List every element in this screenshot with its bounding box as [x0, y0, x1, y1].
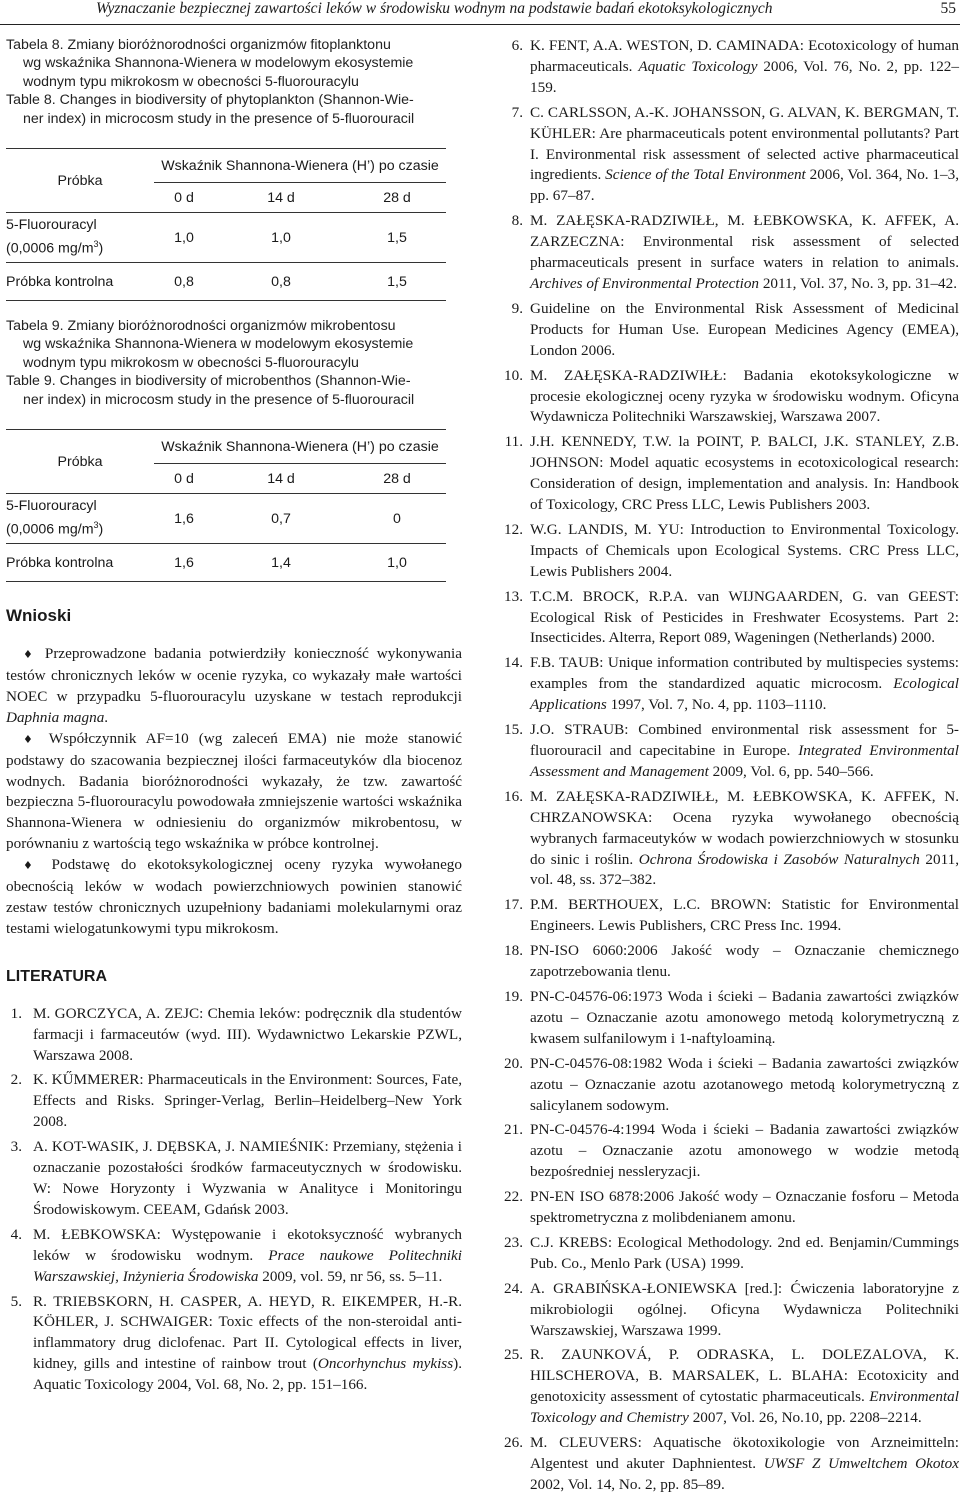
- reference-number: 5.: [10, 1292, 22, 1310]
- table9-row1-sup: 3: [93, 520, 99, 531]
- reference-number: 9.: [511, 299, 523, 317]
- page-number: 55: [940, 0, 956, 17]
- reference-item: [6, 1004, 462, 1067]
- conclusions-p2: [6, 729, 462, 855]
- reference-item: [497, 1279, 959, 1342]
- reference-text: C. CARLSSON, A.-K. JOHANSSON, G. ALVAN, K. BERGMAN, T. KÜHLER: Are pharmaceuticals potent environmental pollutants? Part I. Environmental risk assessment of selected active pharmaceutical ingredients.: [530, 103, 959, 184]
- reference-italic: Ochrona Środowiska i Zasobów Naturalnych: [638, 850, 920, 868]
- reference-text: F.B. TAUB: Unique information contributed by multispecies systems: examples from the standardized aquatic microcosm.: [530, 654, 959, 693]
- reference-number: 26.: [504, 1434, 523, 1452]
- reference-text: A. KOT-WASIK, J. DĘBSKA, J. NAMIEŚNIK: Przemiany, stężenia i oznaczanie pozostałości środków farmaceutycznych w środowisku. W: Nowe Horyzonty i Wyzwania w Analityce i Monitoringu Środowiskowym. CEEAM, Gdańsk 2003.: [33, 1138, 462, 1218]
- table9-caption: [6, 317, 462, 409]
- reference-italic: Ecological Applications: [530, 675, 959, 714]
- reference-item: [6, 1292, 462, 1397]
- table9-row1-v0: 1,6: [154, 494, 214, 544]
- reference-item: [497, 1345, 959, 1429]
- reference-text-end: 2011, vol. 48, ss. 372–382.: [530, 850, 960, 889]
- table9-caption-pl-2: wg wskaźnika Shannona-Wienera w modelowym ekosystemie: [23, 336, 414, 353]
- reference-text: A. GRABIŃSKA-ŁONIEWSKA [red.]: Ćwiczenia laboratoryjne z mikrobiologii ogólnej. Oficyna Wydawnicza Politechniki Warszawskiej, Warszawa 1999.: [530, 1279, 959, 1339]
- reference-item: [497, 1433, 959, 1496]
- table8-row1-label-close: ): [98, 240, 104, 257]
- table9-row1-label-line2: (0,0006 mg/m: [6, 521, 94, 538]
- reference-italic: Aquatic Toxicology: [638, 57, 758, 75]
- right-column: [497, 36, 959, 1500]
- reference-text-end: 2007, Vol. 26, No.10, pp. 2208–2214.: [688, 1409, 922, 1427]
- table9-row2-v0: 1,6: [154, 544, 214, 582]
- reference-number: 12.: [504, 520, 523, 538]
- reference-number: 20.: [504, 1054, 523, 1072]
- table9-row2-v28: 1,0: [348, 544, 446, 582]
- diamond-bullet-icon: ♦: [23, 648, 37, 662]
- reference-text-end: 2006, Vol. 76, No. 2, pp. 122–159.: [530, 57, 959, 96]
- reference-item: [497, 1233, 959, 1275]
- left-column: [6, 36, 462, 1400]
- diamond-bullet-icon: ♦: [23, 859, 41, 873]
- reference-text: PN-EN ISO 6878:2006 Jakość wody – Oznaczanie fosforu – Metoda spektrometryczna z molibdenianem amonu.: [530, 1188, 959, 1227]
- table8-col-head: Próbka: [6, 149, 154, 213]
- conclusions-p1-text: Przeprowadzone badania potwierdziły konieczność wykonywania testów chronicznych leków w ocenie ryzyka, co wykazały małe wartości NOEC w przypadku 5-fluorouracylu uzyskane w testach reprodukcji: [6, 645, 462, 705]
- reference-text: R. ZAUNKOVÁ, P. ODRASKA, L. DOLEZALOVA, K. HILSCHEROVA, B. MARSALEK, L. BLAHA: Ecotoxicity and genotoxicity assessment of cytostatic pharmaceuticals.: [530, 1346, 959, 1406]
- table9-row2-v14: 1,4: [214, 544, 348, 582]
- reference-number: 22.: [504, 1188, 523, 1206]
- table9-time-14: 14 d: [267, 470, 295, 487]
- table9-index-head: Wskaźnik Shannona-Wienera (H’) po czasie: [154, 430, 446, 464]
- reference-text: K. KŰMMERER: Pharmaceuticals in the Environment: Sources, Fate, Effects and Risks. Springer-Verlag, Berlin–Heidelberg–New York 2008.: [33, 1071, 462, 1131]
- reference-italic: Oncorhynchus mykiss: [317, 1355, 454, 1373]
- table9-row1-label-line1: 5-Fluorouracyl: [6, 498, 97, 515]
- reference-text-end: 2011, Vol. 37, No. 3, pp. 31–42.: [759, 274, 958, 292]
- table8-caption-en-1: Table 8. Changes in biodiversity of phytoplankton (Shannon-Wie-: [6, 92, 414, 109]
- reference-text: C.J. KREBS: Ecological Methodology. 2nd ed. Benjamin/Cummings Pub. Co., Menlo Park (USA) 1999.: [530, 1233, 959, 1272]
- table8-row1-label-line2: (0,0006 mg/m: [6, 240, 94, 257]
- reference-item: [6, 1225, 462, 1288]
- reference-italic: Integrated Environmental Assessment and Management: [530, 742, 959, 780]
- header-rule: [0, 24, 960, 25]
- table8-row2-v28: 1,5: [348, 263, 446, 301]
- reference-italic: UWSF Z Umweltchem Okotox: [763, 1455, 959, 1472]
- references-right: [497, 36, 959, 1496]
- table8-caption-en-2: ner index) in microcosm study in the presence of 5-fluorouracil: [23, 110, 415, 127]
- table8-time-28: 28 d: [383, 189, 411, 206]
- table9-time-0: 0 d: [174, 470, 194, 487]
- reference-text: M. GORCZYCA, A. ZEJC: Chemia leków: podręcznik dla studentów farmacji i farmaceutów (wyd. III). Wydawnictwo Lekarskie PZWL, Warszawa 2008.: [33, 1004, 462, 1064]
- table8-caption-pl-1: Tabela 8. Zmiany bioróżnorodności organizmów fitoplanktonu: [6, 37, 391, 53]
- reference-text: M. CLEUVERS: Aquatische ökotoxikologie von Arzneimitteln: Algentest und akuter Daphnientest.: [530, 1434, 959, 1472]
- table9-caption-pl-1: Tabela 9. Zmiany bioróżnorodności organizmów mikrobentosu: [6, 318, 396, 335]
- table8-row1-v28: 1,5: [348, 213, 446, 263]
- table8-row1-sup: 3: [93, 239, 99, 250]
- reference-number: 10.: [504, 366, 523, 384]
- table9-caption-en-1: Table 9. Changes in biodiversity of microbenthos (Shannon-Wie-: [6, 373, 411, 390]
- reference-item: [497, 1120, 959, 1183]
- reference-italic: Prace naukowe Politechniki Warszawskiej, Inżynieria Środowiska: [33, 1246, 462, 1285]
- reference-text: M. ŁEBKOWSKA: Występowanie i ekotoksyczność wybranych leków w środowisku wodnym.: [33, 1225, 462, 1264]
- diamond-bullet-icon: ♦: [23, 732, 40, 746]
- reference-text: M. ZAŁĘSKA-RADZIWIŁŁ, M. ŁEBKOWSKA, K. AFFEK, N. CHRZANOWSKA: Ocena ryzyka wywołanego obecnością wybranych farmaceutyków w wodach powierzchniowych w stosunku do sinic i roślin.: [530, 787, 959, 868]
- table9-time-28: 28 d: [383, 470, 411, 487]
- reference-number: 1.: [10, 1004, 22, 1022]
- conclusions-p3-text: Podstawę do ekotoksykologicznej oceny ryzyka wywołanego obecnością leków w wodach powierzchniowych powinien stanowić zestaw testów chronicznych uzupełniony badaniami molekularnymi oraz testami wielogatunkowymi typu mikrokosm.: [6, 856, 462, 937]
- reference-text-end: 1997, Vol. 7, No. 4, pp. 1103–1110.: [606, 696, 827, 714]
- reference-italic: Environmental Toxicology and Chemistry: [530, 1388, 959, 1427]
- table9-row2-label: Próbka kontrolna: [6, 544, 154, 582]
- reference-text: PN-ISO 6060:2006 Jakość wody – Oznaczanie chemicznego zapotrzebowania tlenu.: [530, 942, 959, 981]
- conclusions-p3: [6, 855, 462, 940]
- reference-item: [497, 987, 959, 1050]
- reference-item: [497, 1187, 959, 1229]
- literature-heading: LITERATURA: [6, 967, 108, 985]
- reference-text-end: ). Aquatic Toxicology 2004, Vol. 68, No. 2, pp. 151–166.: [33, 1355, 462, 1394]
- table8-row2-v14: 0,8: [214, 263, 348, 301]
- table8-index-head: Wskaźnik Shannona-Wienera (H’) po czasie: [154, 149, 446, 183]
- table9-row1-label: [6, 494, 154, 544]
- reference-item: [497, 720, 959, 783]
- reference-text: R. TRIEBSKORN, H. CASPER, A. HEYD, R. EIKEMPER, H.-R. KÖHLER, J. SCHWAIGER: Toxic effects of the non-steroidal anti-inflammatory drug diclofenac. Part II. Cytological effects in liver, kidney, gills and intestine of rainbow trout (: [33, 1292, 462, 1373]
- conclusions-heading: Wnioski: [6, 606, 72, 626]
- reference-text-end: 2006, Vol. 364, No. 1–3, pp. 67–87.: [530, 166, 959, 205]
- reference-number: 17.: [504, 896, 523, 914]
- reference-text-end: 2009, Vol. 6, pp. 540–566.: [708, 762, 874, 780]
- table8-row1-v14: 1,0: [214, 213, 348, 263]
- table8: [6, 148, 446, 301]
- reference-number: 2.: [10, 1071, 22, 1089]
- conclusions-p1-end: .: [104, 708, 109, 726]
- table9-row1-label-close: ): [98, 521, 104, 538]
- reference-number: 16.: [504, 787, 523, 805]
- reference-item: [497, 941, 959, 983]
- reference-text: M. ZAŁĘSKA-RADZIWIŁŁ: Badania ekotoksykologiczne w procesie ekologicznej oceny ryzyka w środowisku wodnym. Oficyna Wydawnicza Politechniki Warszawskiej, Warszawa 2007.: [530, 366, 959, 426]
- reference-number: 19.: [504, 987, 523, 1005]
- reference-text: M. ZAŁĘSKA-RADZIWIŁŁ, M. ŁEBKOWSKA, K. AFFEK, A. ZARZECZNA: Environmental risk assessment of selected pharmaceuticals present in surface waters in relation to animals.: [530, 212, 959, 272]
- reference-number: 15.: [504, 721, 523, 739]
- reference-number: 21.: [504, 1121, 523, 1139]
- reference-text-end: 2002, Vol. 14, No. 2, pp. 85–89.: [530, 1475, 725, 1493]
- references-left: [6, 1004, 462, 1396]
- table9-row1-v14: 0,7: [214, 494, 348, 544]
- reference-item: [497, 653, 959, 716]
- table8-row1-v0: 1,0: [154, 213, 214, 263]
- table8-caption-pl-3: wodnym typu mikrokosm w obecności 5-fluorouracylu: [23, 73, 359, 90]
- reference-item: [497, 787, 959, 892]
- table8-caption: [6, 36, 462, 128]
- reference-item: [497, 103, 959, 208]
- reference-item: [497, 895, 959, 937]
- reference-number: 25.: [504, 1346, 523, 1364]
- reference-number: 23.: [504, 1233, 523, 1251]
- reference-item: [6, 1070, 462, 1133]
- table8-row1-label-line1: 5-Fluorouracyl: [6, 217, 97, 234]
- reference-number: 14.: [504, 654, 523, 672]
- reference-item: [497, 432, 959, 516]
- reference-number: 6.: [511, 37, 523, 54]
- reference-text-end: 2009, vol. 59, nr 56, ss. 5–11.: [258, 1267, 443, 1285]
- table9-caption-pl-3: wodnym typu mikrokosm w obecności 5-fluorouracylu: [23, 354, 359, 371]
- table9-row1-v28: 0: [348, 494, 446, 544]
- running-header: [0, 0, 960, 22]
- table9-col-head: Próbka: [6, 430, 154, 494]
- table9: [6, 429, 446, 582]
- table9-caption-en-2: ner index) in microcosm study in the presence of 5-fluorouracil: [23, 391, 415, 408]
- reference-text: Guideline on the Environmental Risk Assessment of Medicinal Products for Human Use. European Medicines Agency (EMEA), London 2006.: [530, 299, 959, 359]
- reference-item: [497, 1054, 959, 1117]
- reference-text: J.H. KENNEDY, T.W. la POINT, P. BALCI, J.K. STANLEY, Z.B. JOHNSON: Model aquatic ecosystems in ecotoxicological research: Consideration of design, implementation and analysis. In: Handbook of Toxicology, CRC Press LLC, Lewis Publishers 2003.: [530, 433, 959, 514]
- reference-text: PN-C-04576-06:1973 Woda i ścieki – Badania zawartości związków azotu – Oznaczanie azotu amonowego metodą kolorymetryczną z kwasem sulfanilowym i 1-naftyloaminą.: [530, 987, 959, 1047]
- reference-text: K. FENT, A.A. WESTON, D. CAMINADA: Ecotoxicology of human pharmaceuticals.: [530, 37, 959, 75]
- reference-item: [497, 366, 959, 429]
- conclusions-p1: [6, 644, 462, 729]
- table8-caption-pl-2: wg wskaźnika Shannona-Wienera w modelowym ekosystemie: [23, 55, 414, 72]
- reference-number: 7.: [511, 103, 523, 121]
- reference-item: [497, 211, 959, 295]
- reference-text: P.M. BERTHOUEX, L.C. BROWN: Statistic for Environmental Engineers. Lewis Publishers, CRC Press Inc. 1994.: [530, 896, 959, 935]
- reference-text: J.O. STRAUB: Combined environmental risk assessment for 5-fluorouracil and capecitabine in Europe.: [530, 721, 959, 759]
- reference-item: [497, 299, 959, 362]
- reference-number: 24.: [504, 1279, 523, 1297]
- table8-row2-v0: 0,8: [154, 263, 214, 301]
- reference-text: T.C.M. BROCK, R.P.A. van WIJNGAARDEN, G. van GEEST: Ecological Risk of Pesticides in Freshwater Ecosystems. Part 2: Insecticides. Alterra, Report 089, Wageningen (Netherlands) 2000.: [530, 587, 959, 647]
- conclusions-p1-italic: Daphnia magna: [6, 708, 105, 726]
- table8-row1-label: [6, 213, 154, 263]
- reference-number: 3.: [10, 1138, 22, 1156]
- reference-number: 13.: [504, 587, 523, 605]
- reference-number: 8.: [511, 212, 523, 230]
- running-title: Wyznaczanie bezpiecznej zawartości leków w środowisku wodnym na podstawie badań ekotoksykologicznych: [96, 0, 773, 17]
- reference-item: [497, 587, 959, 650]
- reference-number: 4.: [10, 1225, 22, 1243]
- reference-number: 11.: [504, 433, 523, 451]
- reference-italic: Archives of Environmental Protection: [530, 274, 760, 292]
- reference-item: [497, 36, 959, 99]
- reference-text: PN-C-04576-08:1982 Woda i ścieki – Badania zawartości związków azotu – Oznaczanie azotu azotanowego metodą kolorymetryczną z salicylanem sodowym.: [530, 1054, 959, 1114]
- reference-item: [6, 1137, 462, 1221]
- table8-row2-label: Próbka kontrolna: [6, 263, 154, 301]
- reference-item: [497, 520, 959, 583]
- reference-italic: Science of the Total Environment: [605, 166, 806, 184]
- reference-text: W.G. LANDIS, M. YU: Introduction to Environmental Toxicology. Impacts of Chemicals upon Ecological Systems. CRC Press LLC, Lewis Publishers 2004.: [530, 520, 959, 580]
- table8-time-0: 0 d: [174, 189, 194, 206]
- reference-number: 18.: [504, 942, 523, 960]
- table8-time-14: 14 d: [267, 189, 295, 206]
- reference-text: PN-C-04576-4:1994 Woda i ścieki – Badania zawartości związków azotu – Oznaczanie azotu amonowego w wodzie metodą bezpośredniej nessleryzacji.: [530, 1121, 959, 1181]
- conclusions-p2-text: Współczynnik AF=10 (wg zaleceń EMA) nie może stanowić podstawy do szacowania bezpiecznej ilości farmaceutyków dla biocenoz wodnych. Badania bioróżnorodności wykazały, że tzw. zawartość bezpieczna 5-fluorouracylu powodowała zmniejszenie wartości wskaźnika Shannona-Wienera w odniesieniu do organizmów mikrobentosu, w porównaniu z wartością tego wskaźnika w próbce kontrolnej.: [6, 729, 462, 853]
